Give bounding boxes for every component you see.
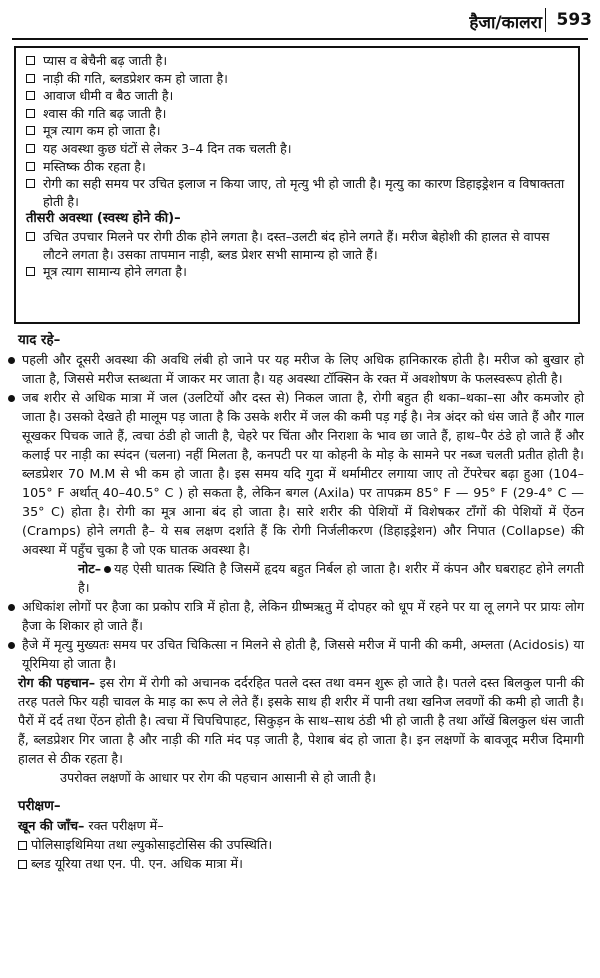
diagnosis-heading: रोग की पहचान–: [18, 675, 96, 690]
bullet-icon: [8, 357, 15, 364]
header-rule: [12, 38, 588, 40]
list-item: उचित उपचार मिलने पर रोगी ठीक होने लगता है। दस्त–उलटी बंद होने लगते हैं। मरीज बेहोशी की हालत से वापस लौटने लगता है। उसका तापमान नाड़ी, ब्लड प्रेशर सभी सामान्य हो जाते हैं।: [26, 228, 570, 263]
checkbox-icon: [26, 109, 35, 118]
blood-test-line: [18, 816, 584, 835]
bullet-icon: [8, 642, 15, 649]
bullet-item: हैजे में मृत्यु मुख्यतः समय पर उचित चिकित्सा न मिलने से होती है, जिससे मरीज में पानी की कमी, अम्लता (Acidosis) या यूरिमिया हो जाता है।: [18, 635, 584, 673]
diagnosis-paragraph: [18, 673, 584, 768]
list-item: रोगी का सही समय पर उचित इलाज न किया जाए, तो मृत्यु भी हो जाती है। मृत्यु का कारण डिहाइड्रेशन व विषाक्तता होती है।: [26, 175, 570, 210]
main-content: [18, 331, 584, 873]
bullet-icon: [8, 395, 15, 402]
list-item: ब्लड यूरिया तथा एन. पी. एन. अधिक मात्रा में।: [18, 854, 584, 873]
tests-heading: परीक्षण–: [18, 799, 61, 814]
note-text: यह ऐसी घातक स्थिति है जिसमें हृदय बहुत निर्बल हो जाता है। शरीर में कंपन और घबराहट होने लगती है।: [78, 561, 584, 595]
checkbox-icon: [26, 74, 35, 83]
list-item: यह अवस्था कुछ घंटों से लेकर 3–4 दिन तक चलती है।: [26, 140, 570, 158]
bullet-item: जब शरीर से अधिक मात्रा में जल (उलटियों और दस्त से) निकल जाता है, रोगी बहुत ही थका–थका–सा और कमजोर हो जाता है। उसको देखते ही मालूम पड़ जाता है कि उसके शरीर में जल की कमी पड़ गई है। नेत्र अंदर को धंस जाते हैं और गाल सूखकर पिचक जाते हैं, त्वचा ठंडी हो जाती है, चेहरे पर चिंता और निराशा के भाव छा जाते हैं, हाथ–पैर ठंडे हो जाते हैं और कलाई पर नाड़ी का स्पंदन (चलना) नहीं मिलता है, कनपटी पर या कोहनी के मोड़ के सामने पर नब्ज चलती प्रतीत होती है। ब्लडप्रेशर 70 M.M से भी कम हो जाता है। इस समय यदि गुदा में थर्मामीटर लगाया जाए तो टेंपरेचर बढ़ा हुआ (104–105° F अर्थात् 40–40.5° C ) हो सकता है, लेकिन बगल (Axila) पर तापक्रम 85° F — 95° F (29-4° C — 35° C) होता है। रोगी का मूत्र आना बंद हो जाता है। सारे शरीर की पेशियों में विशेषकर टाँगों की पेशियों में ऐंठन (Cramps) होने लगती है– ये सब लक्षण दर्शाते हैं कि रोगी निर्जलीकरण (डिहाइड्रेशन) और निपात (Collapse) की अवस्था में पहुँच चुका है जो एक घातक अवस्था है।: [18, 388, 584, 559]
remember-heading: याद रहे–: [18, 333, 61, 348]
bullet-item: अधिकांश लोगों पर हैजा का प्रकोप रात्रि में होता है, लेकिन ग्रीष्मऋतु में दोपहर को धूप में रहने पर या लू लगने पर प्रायः लोग हैजा के शिकार हो जाते हैं।: [18, 597, 584, 635]
bullet-icon: [8, 604, 15, 611]
list-item: मस्तिष्क ठीक रहता है।: [26, 158, 570, 176]
bullet-item: पहली और दूसरी अवस्था की अवधि लंबी हो जाने पर यह मरीज के लिए अधिक हानिकारक होती है। मरीज को बुखार हो जाता है, जिससे मरीज स्तब्धता में जाकर मर जाता है। यह अवस्था टॉक्सिन के रक्त में अवशोषण के फलस्वरूप होती है।: [18, 350, 584, 388]
blood-test-text: रक्त परीक्षण में–: [88, 818, 164, 833]
page-number: 593: [556, 10, 592, 30]
list-item: मूत्र त्याग कम हो जाता है।: [26, 122, 570, 140]
bullet-icon: [104, 566, 111, 573]
list-item: मूत्र त्याग सामान्य होने लगता है।: [26, 263, 570, 281]
page-header: [0, 8, 600, 34]
checkbox-icon: [26, 144, 35, 153]
diagnosis-conclusion: उपरोक्त लक्षणों के आधार पर रोग की पहचान आसानी से हो जाती है।: [60, 770, 377, 785]
checkbox-icon: [26, 232, 35, 241]
diagnosis-text: इस रोग में रोगी को अचानक दर्दरहित पतले दस्त तथा वमन शुरू हो जाते है। पतले दस्त बिलकुल पानी की तरह पतले फिर यही चावल के माड़ का रूप ले लेते हैं। इसके साथ ही शरीर में पानी तथा खनिज लवणों की कमी हो जाती है। पैरों में दर्द तथा ऐंठन होती है। त्वचा में चिपचिपाहट, सिकुड़न के साथ–साथ ठंडी भी हो जाती है तथा आँखें बिलकुल धंस जाती हैं, ब्लडप्रेशर गिर जाता है और नाड़ी की गति मंद पड़ जाती है, पेशाब बंद हो जाता है। इन लक्षणों के बावजूद मरीज दिमागी हालत से ठीक रहता है।: [18, 675, 584, 766]
checkbox-icon: [26, 126, 35, 135]
checkbox-icon: [26, 162, 35, 171]
checkbox-icon: [18, 841, 27, 850]
checkbox-icon: [26, 179, 35, 188]
checkbox-icon: [26, 91, 35, 100]
checkbox-icon: [26, 56, 35, 65]
running-title: हैजा/कालरा: [469, 13, 542, 33]
symptoms-box: [14, 46, 580, 324]
note-label: नोट–: [78, 561, 102, 576]
list-item: पोलिसाइथिमिया तथा ल्युकोसाइटोसिस की उपस्थिति।: [18, 835, 584, 854]
list-item: प्यास व बेचैनी बढ़ जाती है।: [26, 52, 570, 70]
header-divider: [545, 8, 546, 32]
checkbox-icon: [26, 267, 35, 276]
note: [18, 559, 584, 597]
list-item: आवाज धीमी व बैठ जाती है।: [26, 87, 570, 105]
list-item: नाड़ी की गति, ब्लडप्रेशर कम हो जाता है।: [26, 70, 570, 88]
checkbox-icon: [18, 860, 27, 869]
third-stage-heading: तीसरी अवस्था (स्वस्थ होने की)–: [26, 211, 181, 227]
list-item: श्वास की गति बढ़ जाती है।: [26, 105, 570, 123]
blood-test-label: खून की जाँच–: [18, 818, 85, 833]
